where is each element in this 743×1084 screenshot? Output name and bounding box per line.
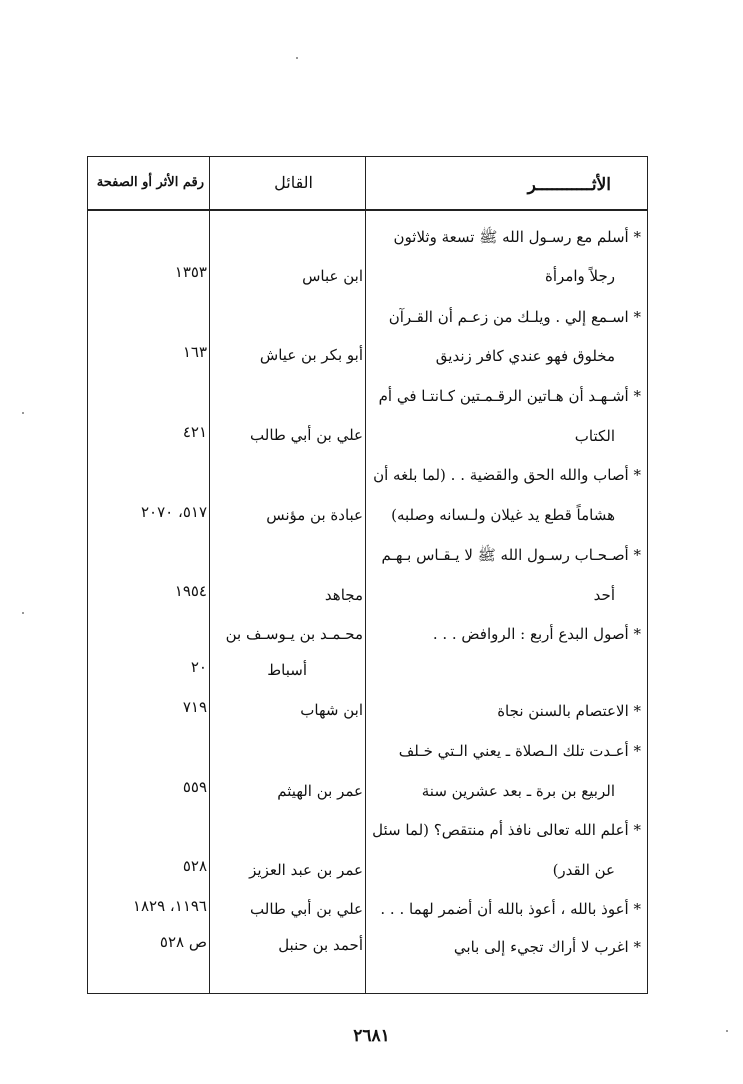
athar-text: الكتاب bbox=[574, 427, 615, 445]
reference-number: ١٦٣ bbox=[182, 343, 207, 361]
scan-speck bbox=[22, 412, 24, 414]
reference-number: ص ٥٢٨ bbox=[159, 933, 207, 951]
reference-number: ٥٥٩ bbox=[182, 778, 207, 796]
sayer-name: عمر بن الهيثم bbox=[277, 782, 363, 800]
reference-number: ٧١٩ bbox=[182, 698, 207, 716]
athar-text: عن القدر) bbox=[552, 861, 615, 879]
athar-text: رجلاً وامرأة bbox=[545, 267, 615, 285]
sayer-name: أحمد بن حنبل bbox=[278, 936, 363, 954]
page-number: ٢٦٨١ bbox=[353, 1026, 390, 1046]
sayer-name: عمر بن عبد العزيز bbox=[249, 861, 363, 879]
athar-text: * اغرب لا أراك تجيء إلى بابي bbox=[453, 938, 641, 956]
athar-text: * أعـدت تلك الـصلاة ـ يعني الـتي خـلف bbox=[398, 742, 641, 760]
sayer-name: أبو بكر بن عياش bbox=[259, 346, 363, 364]
athar-text: مخلوق فهو عندي كافر زنديق bbox=[435, 347, 615, 365]
sayer-name: علي بن أبي طالب bbox=[250, 426, 363, 444]
sayer-name: عبادة بن مؤنس bbox=[266, 506, 363, 524]
athar-text: * اسـمع إلي . ويلـك من زعـم أن القـرآن bbox=[388, 308, 641, 326]
athar-text: أحد bbox=[593, 586, 615, 604]
reference-number: ١١٩٦، ١٨٢٩ bbox=[132, 897, 207, 915]
athar-index-table bbox=[87, 156, 648, 994]
header-ref: رقم الأثر أو الصفحة bbox=[96, 175, 204, 190]
column-divider bbox=[209, 157, 210, 993]
sayer-name: علي بن أبي طالب bbox=[250, 900, 363, 918]
sayer-name: أسباط bbox=[267, 661, 307, 679]
sayer-name: محـمـد بن يـوسـف بن bbox=[225, 625, 363, 643]
sayer-name: ابن عباس bbox=[302, 267, 363, 285]
athar-text: هشاماً قطع يد غيلان ولـسانه وصلبه) bbox=[391, 506, 615, 524]
reference-number: ٤٢١ bbox=[182, 423, 207, 441]
athar-text: * أعلم الله تعالى نافذ أم منتقص؟ (لما سئل bbox=[372, 821, 641, 839]
athar-text: * أصاب والله الحق والقضية . . (لما بلغه أن bbox=[373, 466, 641, 484]
reference-number: ١٣٥٣ bbox=[174, 263, 207, 281]
athar-text: * أصول البدع أربع : الروافض . . . bbox=[432, 625, 641, 643]
athar-text: * الاعتصام بالسنن نجاة bbox=[497, 702, 641, 720]
scan-speck bbox=[296, 57, 298, 59]
header-athar: الأثـــــــــــر bbox=[527, 175, 611, 195]
reference-number: ٥٢٨ bbox=[182, 857, 207, 875]
scan-speck bbox=[22, 612, 24, 614]
athar-text: * أسلم مع رسـول الله ﷺ تسعة وثلاثون bbox=[393, 228, 641, 246]
athar-text: * أصـحـاب رسـول الله ﷺ لا يـقـاس بـهـم bbox=[381, 546, 641, 564]
athar-text: * أشـهـد أن هـاتين الرقـمـتين كـانتـا في أم bbox=[378, 387, 641, 405]
athar-text: الربيع بن برة ـ بعد عشرين سنة bbox=[421, 782, 615, 800]
athar-text: * أعوذ بالله ، أعوذ بالله أن أضمر لهما . . . bbox=[380, 900, 641, 918]
column-divider bbox=[365, 157, 366, 993]
reference-number: ١٩٥٤ bbox=[174, 582, 207, 600]
header-sayer: القائل bbox=[274, 173, 313, 192]
header-divider bbox=[88, 209, 647, 211]
reference-number: ٥١٧، ٢٠٧٠ bbox=[140, 503, 207, 521]
sayer-name: ابن شهاب bbox=[300, 701, 363, 719]
reference-number: ٢٠ bbox=[190, 658, 207, 676]
sayer-name: مجاهد bbox=[324, 586, 363, 604]
